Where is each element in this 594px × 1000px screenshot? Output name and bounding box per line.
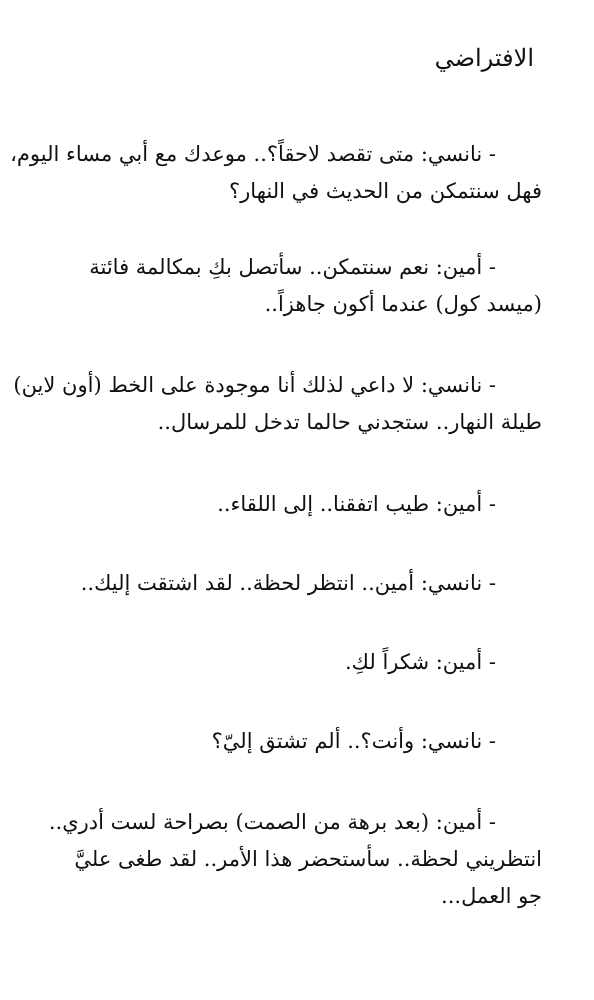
dialogue-paragraph [48, 644, 542, 681]
dialogue-line: (ميسد كول) عندما أكون جاهزاً.. [264, 292, 542, 316]
dialogue-line: انتظريني لحظة.. سأستحضر هذا الأمر.. لقد طغى عليَّ [74, 847, 542, 871]
dialogue-line: جو العمل... [441, 884, 542, 908]
dialogue-line: - نانسي: متى تقصد لاحقاً؟.. موعدك مع أبي مساء اليوم، [10, 142, 496, 166]
dialogue-paragraph [48, 804, 542, 915]
dialogue-line: - نانسي: لا داعي لذلك أنا موجودة على الخط (أون لاين) [13, 373, 496, 397]
dialogue-line: - أمين: نعم سنتمكن.. سأتصل بكِ بمكالمة فائتة [89, 255, 496, 279]
dialogue-paragraph [48, 723, 542, 760]
dialogue-paragraph [48, 486, 542, 523]
dialogue-paragraph [13, 367, 542, 441]
dialogue-paragraph [48, 249, 542, 323]
dialogue-line: - نانسي: وأنت؟.. ألم تشتق إليّ؟ [211, 729, 496, 753]
dialogue-paragraph [48, 565, 542, 602]
dialogue-line: - أمين: شكراً لكِ. [345, 650, 496, 674]
dialogue-paragraph [10, 136, 542, 210]
dialogue-line: طيلة النهار.. ستجدني حالما تدخل للمرسال.. [157, 410, 542, 434]
running-header: الافتراضي [434, 44, 534, 72]
dialogue-line: - أمين: طيب اتفقنا.. إلى اللقاء.. [217, 492, 496, 516]
dialogue-line: - أمين: (بعد برهة من الصمت) بصراحة لست أدري.. [48, 810, 496, 834]
dialogue-line: فهل سنتمكن من الحديث في النهار؟ [229, 179, 542, 203]
dialogue-line: - نانسي: أمين.. انتظر لحظة.. لقد اشتقت إليك.. [80, 571, 496, 595]
